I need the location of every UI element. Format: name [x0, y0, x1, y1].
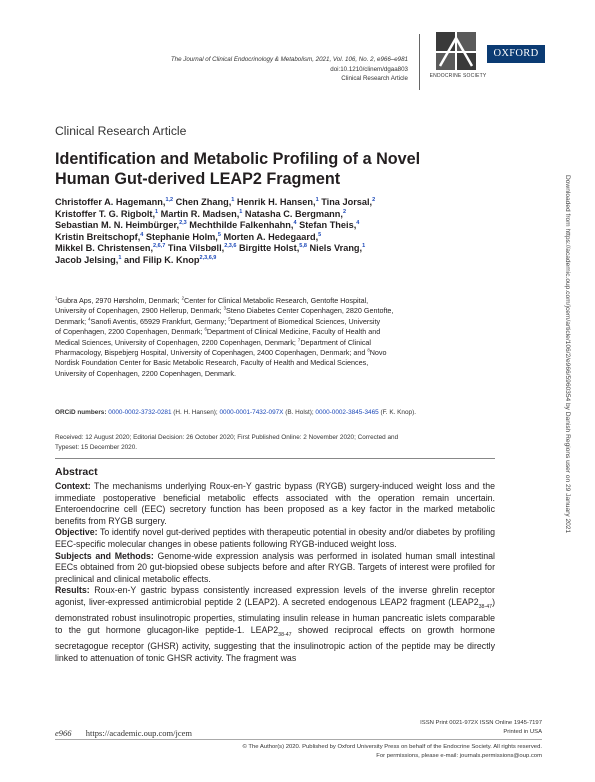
author-line-6: Jacob Jelsing,$^1$ and Filip K. Knop$^{2,3,6,9}$	[55, 254, 217, 265]
issn-info: ISSN Print 0021-972X ISSN Online 1945-7197 Printed in USA	[420, 720, 542, 735]
journal-citation: The Journal of Clinical Endocrinology & Metabolism, 2021, Vol. 106, No. 2, e966–e981	[170, 56, 408, 63]
abstract-methods: Subjects and Methods: Genome-wide expression analysis was performed in isolated human small intestinal EECs obtained from 20 gut-biopsied obese subjects before and after RYGB. Targets of interest were profiled for preclinical and clinical metabolic effects.	[55, 550, 495, 584]
journal-url-link[interactable]: https://academic.oup.com/jcem	[85, 728, 192, 738]
publication-dates: Received: 12 August 2020; Editorial Decision: 26 October 2020; First Published Online: 2 November 2020; Corrected and Typeset: 15 December 2020.	[55, 434, 399, 451]
orcid-link-hansen[interactable]: 0000-0002-3732-0281	[108, 409, 172, 416]
abstract-top-rule	[55, 458, 495, 459]
title-line-1: Identification and Metabolic Profiling of a Novel	[55, 150, 421, 168]
endocrine-society-label: ENDOCRINE SOCIETY	[429, 73, 487, 79]
author-line-5: Mikkel B. Christensen,$^{2,6,7}$ Tina Vilsbøll,$^{2,3,6}$ Birgitte Holst,$^{5,8}$ Niels Vrang,$^1$	[55, 243, 366, 254]
abstract-heading: Abstract	[55, 466, 98, 478]
author-line-2: Kristoffer T. G. Rigbolt,$^1$ Martin R. Madsen,$^1$ Natasha C. Bergmann,$^2$	[55, 208, 347, 219]
abstract-results: Results: Roux-en-Y gastric bypass consistently increased expression levels of the inverse ghrelin receptor agonist, liver-expressed antimicrobial peptide 2 (LEAP2). A secreted endogenous LEAP2 fragment $(LEAP2_{38-47})$ demonstrated robust insulinotropic properties, stimulating insulin release in human pancreatic islets comparable to the gut hormone glucagon-like peptide-1. $LEAP2_{38-47}$ showed reciprocal effects on growth hormone secretagogue receptor (GHSR) activity, suggesting that the insulinotropic action of the peptide may be directly linked to attenuation of tonic GHSR activity. The fragment was	[55, 585, 495, 663]
doi-line: doi:10.1210/clinem/dgaa803	[330, 65, 408, 73]
abstract-body	[55, 481, 495, 664]
oxford-logo: OXFORD	[487, 45, 545, 63]
author-line-3: Sebastian M. N. Heimbürger,$^{2,3}$ Mechthilde Falkenhahn,$^4$ Stefan Theis,$^4$	[55, 220, 360, 231]
endocrine-society-logo	[436, 32, 476, 70]
abstract-context: Context: The mechanisms underlying Roux-en-Y gastric bypass (RYGB) surgery-induced weight loss and the immediate postoperative beneficial metabolic effects associated with the operation remain uncertain. Enteroendocrine cell (EEC) secretory function has been proposed as a key factor in the marked metabolic benefits from RYGB surgery.	[55, 481, 495, 526]
abstract-objective: Objective: To identify novel gut-derived peptides with therapeutic potential in obesity and/or diabetes by profiling EEC-specific molecular changes in obese patients following RYGB-induced weight loss.	[55, 527, 495, 549]
journal-header	[100, 55, 408, 84]
footer-copyright: © The Author(s) 2020. Published by Oxford University Press on behalf of the Endocrine Society. All rights reserved. For permissions, please e-mail: journals.permissions@oup.com	[242, 744, 542, 759]
title-line-2: Human Gut-derived LEAP2 Fragment	[55, 169, 341, 188]
orcid-link-holst[interactable]: 0000-0001-7432-097X	[219, 409, 284, 416]
author-list	[55, 197, 475, 267]
footer-left	[55, 728, 192, 738]
page-number: e966	[55, 728, 72, 738]
author-line-1: Christoffer A. Hagemann,$^{1,2}$ Chen Zhang,$^1$ Henrik H. Hansen,$^1$ Tina Jorsal,$^2$	[55, 196, 376, 207]
orcid-link-knop[interactable]: 0000-0002-3845-3465	[315, 409, 379, 416]
footer-rule	[55, 739, 542, 740]
article-title	[55, 150, 495, 189]
article-type-header: Clinical Research Article	[341, 75, 408, 82]
author-line-4: Kristin Breitschopf,$^4$ Stephanie Holm,$^5$ Morten A. Hedegaard,$^5$	[55, 231, 322, 242]
download-watermark: Downloaded from https://academic.oup.com/jcem/article/106/2/e966/5960354 by Danish Regions user on 29 January 2021	[564, 175, 571, 534]
section-label: Clinical Research Article	[55, 124, 187, 138]
orcid-line: ORCiD numbers: 0000-0002-3732-0281 (H. H. Hansen); 0000-0001-7432-097X (B. Holst); 0000-0002-3845-3465 (F. K. Knop).	[55, 409, 416, 416]
affiliations: $^1$Gubra Aps, 2970 Hørsholm, Denmark; $^2$Center for Clinical Metabolic Research, Gentofte Hospital, University of Copenhagen, 2900 Hellerup, Denmark; $^3$Steno Diabetes Center Copenhagen, 2820 Gentofte, Denmark; $^4$Sanofi Aventis, 65929 Frankfurt, Germany; $^5$Department of Biomedical Sciences, University of Copenhagen, 2200 Copenhagen, Denmark; $^6$Department of Clinical Medicine, Faculty of Health and Medical Sciences, University of Copenhagen, 2200 Copenhagen, Denmark; $^7$Department of Clinical Pharmacology, Bispebjerg Hospital, University of Copenhagen, 2400 Copenhagen, Denmark; and $^8$Novo Nordisk Foundation Center for Basic Metabolic Research, Faculty of Health and Medical Sciences, University of Copenhagen, 2200 Copenhagen, Denmark.	[55, 295, 394, 378]
header-divider	[419, 34, 420, 90]
